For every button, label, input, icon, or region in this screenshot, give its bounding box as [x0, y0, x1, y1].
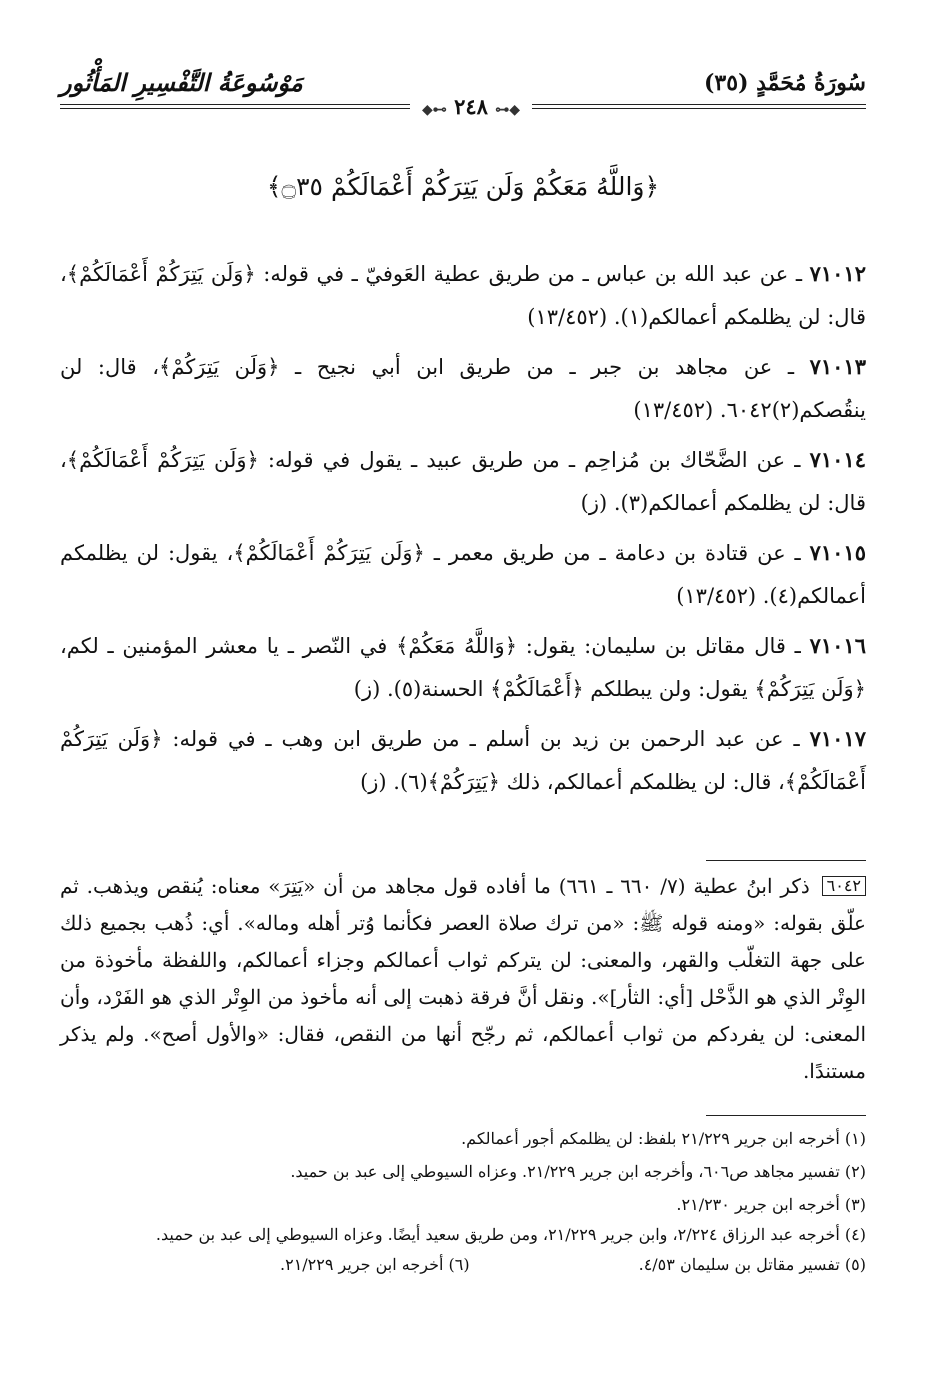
- ornament-icon: ⊶◆: [421, 102, 447, 118]
- narration-text: ـ قال مقاتل بن سليمان: يقول: ﴿وَاللَّهُ مَعَكُمْ﴾ في النّصر ـ يا معشر المؤمنين ـ لكم، ﴿وَلَن يَتِرَكُمْ﴾ يقول: ولن يبطلكم ﴿أَعْمَالَكُمْ﴾ الحسنة(٥). (ز): [60, 634, 866, 701]
- narration-item: [60, 345, 866, 432]
- commentary-separator: [706, 860, 866, 861]
- footnote: (٥) تفسير مقاتل بن سليمان ٤/٥٣.: [638, 1255, 866, 1274]
- narration-item: [60, 624, 866, 711]
- narration-text: ـ عن قتادة بن دعامة ـ من طريق معمر ـ ﴿وَلَن يَتِرَكُمْ أَعْمَالَكُمْ﴾، يقول: لن يظلمكم أعمالكم(٤). (١٣/٤٥٢): [60, 541, 866, 608]
- narration-text: ـ عن الضَّحّاك بن مُزاحِم ـ من طريق عبيد ـ يقول في قوله: ﴿وَلَن يَتِرَكُمْ أَعْمَالَكُمْ﴾، قال: لن يظلمكم أعمالكم(٣). (ز): [60, 448, 866, 515]
- footnote: (٤) أخرجه عبد الرزاق ٢/٢٢٤، وابن جرير ٢١/٢٢٩، ومن طريق سعيد أيضًا. وعزاه السيوطي إلى عبد بن حميد.: [155, 1225, 866, 1244]
- narration-number: ٧١٠١٧: [809, 726, 866, 751]
- footnotes: [60, 1122, 866, 1281]
- commentary: [60, 868, 866, 1090]
- footnote: (١) أخرجه ابن جرير ٢١/٢٢٩ بلفظ: لن يظلمكم أجور أعمالكم.: [461, 1129, 866, 1148]
- narration-number: ٧١٠١٦: [809, 633, 866, 658]
- footnotes-separator: [706, 1115, 866, 1116]
- narration-text: ـ عن عبد الرحمن بن زيد بن أسلم ـ من طريق ابن وهب ـ في قوله: ﴿وَلَن يَتِرَكُمْ أَعْمَالَكُمْ﴾، قال: لن يظلمكم أعمالكم، ذلك ﴿يَتِرَكُمْ﴾(٦). (ز): [60, 727, 866, 794]
- narration-item: [60, 438, 866, 525]
- narration-number: ٧١٠١٣: [809, 354, 866, 379]
- page-number: [410, 94, 532, 119]
- commentary-ref: ٦٠٤٢: [822, 876, 866, 896]
- narration-number: ٧١٠١٤: [809, 447, 866, 472]
- narration-text: ـ عن مجاهد بن جبر ـ من طريق ابن أبي نجيح ـ ﴿وَلَن يَتِرَكُمْ﴾، قال: لن ينقُصكم(٢)٦٠٤٢. (١٣/٤٥٢): [60, 355, 866, 422]
- footnote: (٣) أخرجه ابن جرير ٢١/٢٣٠.: [676, 1195, 866, 1214]
- commentary-text: ذكر ابنُ عطية (٧/ ٦٦٠ ـ ٦٦١) ما أفاده قول مجاهد من أن «يَتِرَ» معناه: يُنقص ويذهب. ثم علّق بقوله: «ومنه قوله ﷺ: «من ترك صلاة العصر فكأنما وُتر أهله وماله». أي: ذُهب بجميع ذلك على جهة التغلّب والقهر، والمعنى: لن يتركم ثواب أعمالكم وجزاء أعمالكم، واللفظة مأخوذة من الوِتْر الذي هو الذَّحْل [أي: الثأر]». ونقل أنَّ فرقة ذهبت إلى أنه مأخوذ من الوِتْر الذي هو الفَرْد، وأن المعنى: لن يفردكم من ثواب أعمالكم، ثم رجّح أنها من النقص، فقال: «والأول أصح». ولم يذكر مستندًا.: [60, 874, 867, 1083]
- page-number-wrap: [0, 94, 942, 119]
- narration-number: ٧١٠١٥: [809, 540, 866, 565]
- narration-item: [60, 717, 866, 804]
- book-title: مَوْسُوعَةُ التَّفْسِيرِ المَأْثُور: [60, 68, 303, 97]
- footnote: (٢) تفسير مجاهد ص٦٠٦، وأخرجه ابن جرير ٢١/٢٢٩. وعزاه السيوطي إلى عبد بن حميد.: [290, 1162, 866, 1181]
- surah-title: سُورَةُ مُحَمَّدٍ (٣٥): [704, 70, 866, 96]
- narration-text: ـ عن عبد الله بن عباس ـ من طريق عطية العَوفيّ ـ في قوله: ﴿وَلَن يَتِرَكُمْ أَعْمَالَكُمْ﴾، قال: لن يظلمكم أعمالكم(١). (١٣/٤٥٢): [60, 262, 866, 329]
- footnote-row: [60, 1248, 866, 1281]
- narration-item: [60, 252, 866, 339]
- page-number-text: ٢٤٨: [454, 94, 488, 119]
- ornament-icon: ◆⊷: [495, 102, 521, 118]
- quran-verse: ﴿وَاللَّهُ مَعَكُمْ وَلَن يَتِرَكُمْ أَعْمَالَكُمْ ۝٣٥﴾: [266, 172, 660, 201]
- narration-number: ٧١٠١٢: [809, 261, 866, 286]
- footnote: (٦) أخرجه ابن جرير ٢١/٢٢٩.: [280, 1255, 470, 1274]
- narration-item: [60, 531, 866, 618]
- narration-list: [60, 252, 866, 810]
